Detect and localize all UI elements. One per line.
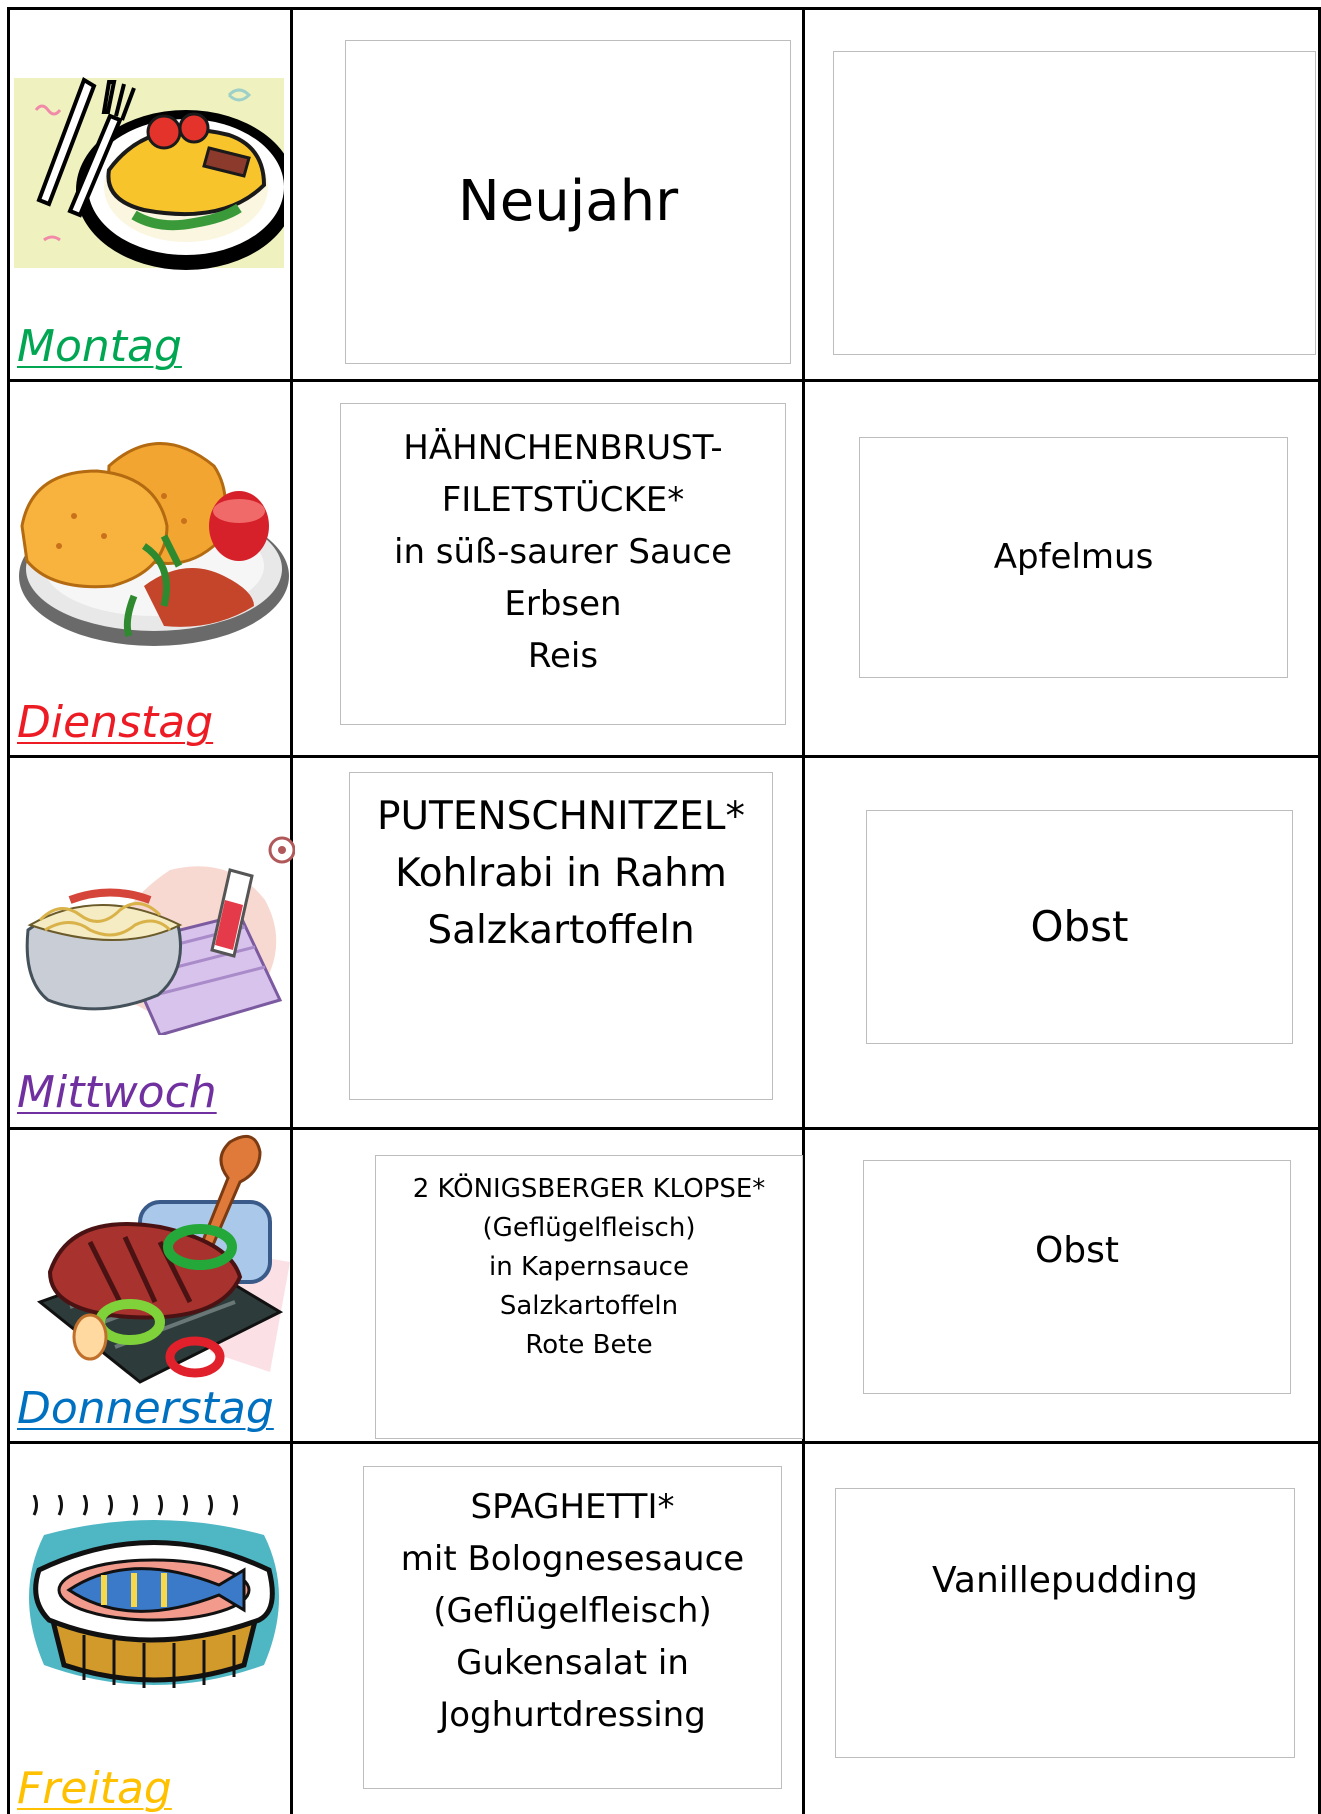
- main-dish-box-freitag: [363, 1466, 782, 1789]
- day-label-freitag: Freitag: [17, 1763, 172, 1814]
- main-dish-line: in süß-saurer Sauce: [394, 532, 732, 572]
- main-dish-line: Erbsen: [504, 584, 622, 624]
- dessert-line: Obst: [1034, 1230, 1120, 1271]
- day-label-montag: Montag: [17, 321, 182, 372]
- table-border-top: [7, 7, 1321, 10]
- main-dish-line: (Geflügelfleisch): [482, 1213, 696, 1243]
- spaghetti-bowl-illustration: [20, 830, 295, 1035]
- dessert-line: Obst: [1030, 901, 1129, 951]
- dessert-box-dienstag: [859, 437, 1288, 678]
- main-dish-line: in Kapernsauce: [489, 1252, 689, 1282]
- grilled-steak-illustration: [30, 1132, 290, 1392]
- main-dish-line: HÄHNCHENBRUST-: [403, 428, 723, 468]
- row-divider-2: [7, 755, 1321, 758]
- main-dish-line: Salzkartoffeln: [427, 908, 695, 953]
- dessert-box-mittwoch: [866, 810, 1293, 1044]
- main-dish-line: 2 KÖNIGSBERGER KLOPSE*: [412, 1174, 766, 1204]
- dessert-line: Vanillepudding: [932, 1560, 1198, 1601]
- day-label-donnerstag: Donnerstag: [17, 1383, 274, 1434]
- main-dish-line: Salzkartoffeln: [499, 1291, 679, 1321]
- omelette-plate-illustration: [14, 70, 284, 275]
- dessert-box-freitag: [835, 1488, 1295, 1758]
- row-divider-1: [7, 379, 1321, 382]
- day-label-mittwoch: Mittwoch: [17, 1067, 217, 1118]
- day-label-dienstag: Dienstag: [17, 697, 214, 748]
- baked-fish-dish-illustration: [24, 1495, 286, 1705]
- main-dish-line: FILETSTÜCKE*: [441, 480, 685, 520]
- main-dish-box-donnerstag: [375, 1155, 803, 1439]
- main-dish-line: SPAGHETTI*: [470, 1487, 675, 1527]
- main-dish-line: Reis: [527, 636, 599, 676]
- schnitzel-plate-illustration: [14, 436, 289, 654]
- dessert-box-montag: [833, 51, 1316, 355]
- main-dish-box-mittwoch: [349, 772, 773, 1100]
- table-border-left: [7, 7, 10, 1814]
- dessert-line: Apfelmus: [993, 537, 1154, 578]
- main-dish-line: Rote Bete: [525, 1330, 653, 1360]
- row-divider-3: [7, 1127, 1321, 1130]
- main-dish-line: Gukensalat in: [456, 1643, 689, 1683]
- main-dish-line: (Geflügelfleisch): [433, 1591, 712, 1631]
- main-dish-line: PUTENSCHNITZEL*: [376, 794, 746, 839]
- column-divider-2: [802, 7, 805, 1814]
- row-divider-4: [7, 1441, 1321, 1444]
- dessert-box-donnerstag: [863, 1160, 1291, 1394]
- main-dish-line: Joghurtdressing: [439, 1695, 706, 1735]
- main-dish-line: mit Bolognesesauce: [400, 1539, 745, 1579]
- main-dish-box-montag: [345, 40, 791, 364]
- main-dish-box-dienstag: [340, 403, 786, 725]
- main-dish-line: Kohlrabi in Rahm: [395, 851, 727, 896]
- main-dish-line: Neujahr: [457, 169, 679, 235]
